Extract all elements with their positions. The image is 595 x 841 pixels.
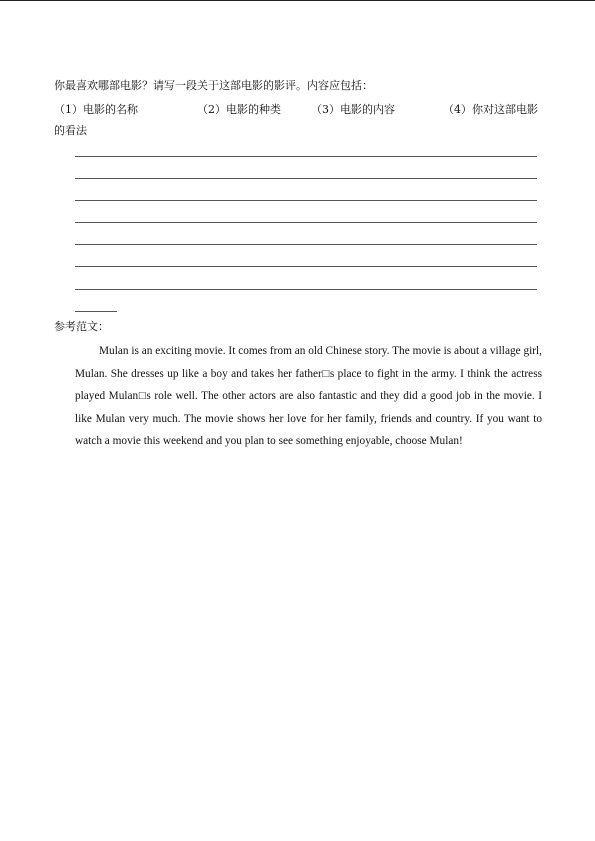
writing-line	[75, 200, 537, 201]
question-prompt: 你最喜欢哪部电影？请写一段关于这部电影的影评。内容应包括：	[54, 79, 373, 92]
item-movie-opinion: （4）你对这部电影	[443, 103, 538, 116]
writing-line	[75, 244, 537, 245]
page-top-border	[0, 0, 595, 1]
question-continuation: 的看法	[54, 124, 87, 137]
writing-line-end	[75, 311, 117, 312]
writing-line	[75, 266, 537, 267]
writing-line	[75, 222, 537, 223]
item-movie-name: （1）电影的名称	[54, 103, 138, 116]
reference-label: 参考范文：	[54, 320, 109, 333]
question-items	[54, 101, 542, 115]
writing-line	[75, 156, 537, 157]
reference-sample-text: Mulan is an exciting movie. It comes from an old Chinese story. The movie is about a village girl, Mulan. She dresses up like a boy and takes her father□s place to fight in the army. I think the actress played Mulan□s role well. The other actors are also fantastic and they did a good job in the movie. I like Mulan very much. The movie shows her love for her family, friends and country. If you want to watch a movie this weekend and you plan to see something enjoyable, choose Mulan!	[75, 345, 542, 448]
item-movie-content: （3）电影的内容	[311, 103, 395, 116]
item-movie-genre: （2）电影的种类	[197, 103, 281, 116]
writing-line	[75, 178, 537, 179]
writing-line	[75, 289, 537, 290]
